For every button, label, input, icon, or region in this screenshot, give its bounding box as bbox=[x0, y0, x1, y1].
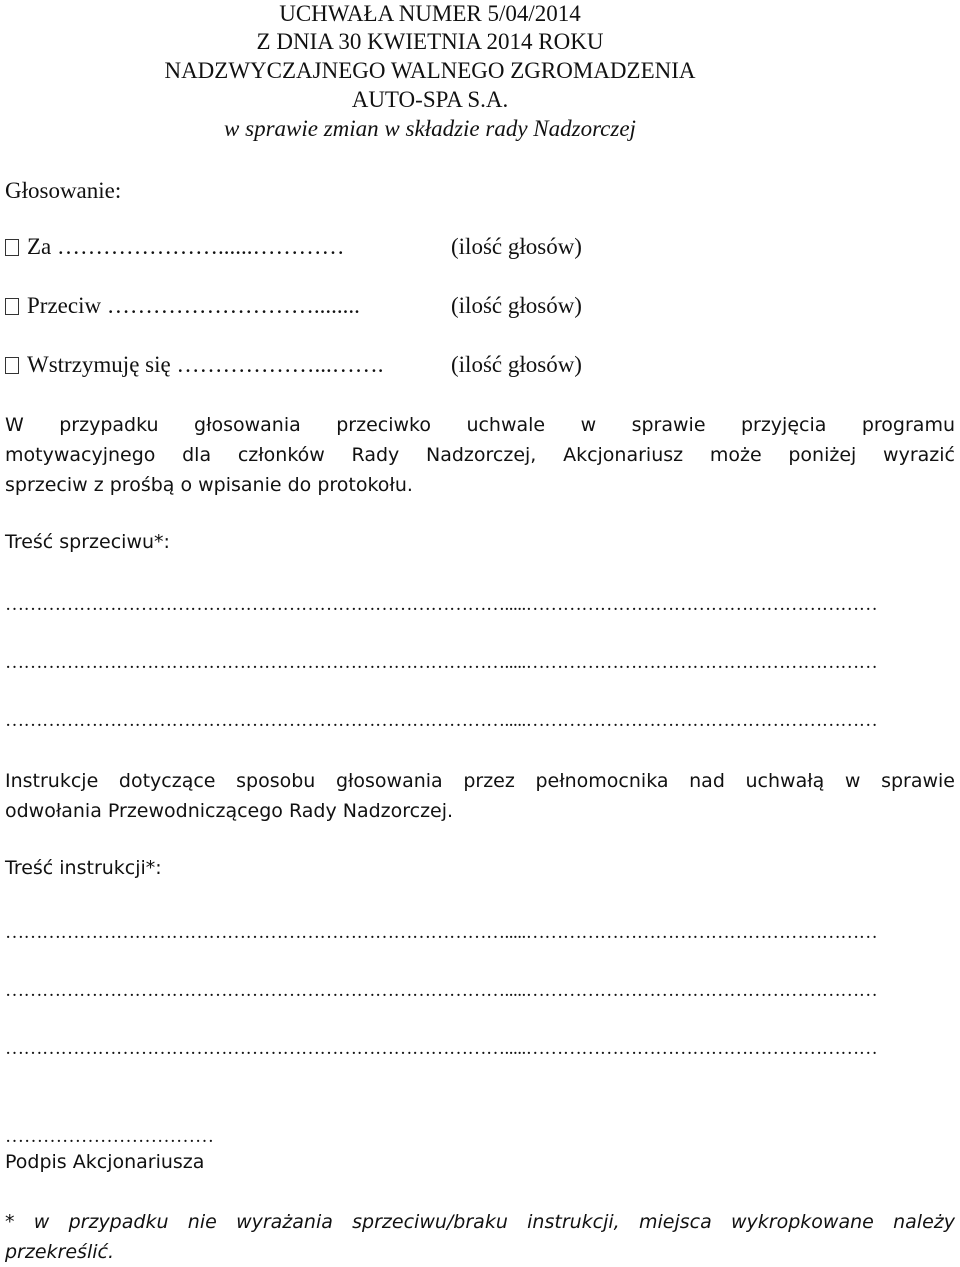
vote-option-against bbox=[5, 293, 360, 319]
vote-count-unit-against: (ilość głosów) bbox=[451, 293, 582, 318]
vote-count-unit-for: (ilość głosów) bbox=[451, 234, 582, 259]
checkbox-abstain[interactable] bbox=[5, 357, 19, 374]
instructions-label: Treść instrukcji*: bbox=[5, 857, 162, 879]
checkbox-against[interactable] bbox=[5, 298, 19, 315]
company-name: AUTO-SPA S.A. bbox=[351, 87, 509, 112]
objection-paragraph-line: sprzeciw z prośbą o wpisanie do protokołu. bbox=[5, 474, 413, 496]
resolution-number: UCHWAŁA NUMER 5/04/2014 bbox=[279, 1, 581, 26]
vote-option-abstain bbox=[5, 352, 383, 378]
instructions-paragraph-line: odwołania Przewodniczącego Rady Nadzorczej. bbox=[5, 800, 454, 822]
voting-label: Głosowanie: bbox=[5, 178, 122, 203]
objection-paragraph-line: W przypadku głosowania przeciwko uchwale w sprawie przyjęcia programu bbox=[5, 414, 955, 436]
footnote-line: * w przypadku nie wyrażania sprzeciwu/braku instrukcji, miejsca wykropkowane należy bbox=[5, 1211, 955, 1233]
objection-blank-line[interactable]: ……………………………………………………………………….....………………………………………………… bbox=[5, 652, 878, 673]
resolution-subject: w sprawie zmian w składzie rady Nadzorczej bbox=[224, 116, 636, 141]
objection-blank-line[interactable]: ……………………………………………………………………….....………………………………………………… bbox=[5, 594, 878, 615]
objection-label: Treść sprzeciwu*: bbox=[5, 531, 170, 553]
meeting-name: NADZWYCZAJNEGO WALNEGO ZGROMADZENIA bbox=[164, 58, 696, 83]
objection-paragraph-line: motywacyjnego dla członków Rady Nadzorczej, Akcjonariusz może poniżej wyrazić bbox=[5, 444, 955, 466]
instructions-blank-line[interactable]: ……………………………………………………………………….....………………………………………………… bbox=[5, 1038, 878, 1059]
instructions-blank-line[interactable]: ……………………………………………………………………….....………………………………………………… bbox=[5, 922, 878, 943]
objection-blank-line[interactable]: ……………………………………………………………………….....………………………………………………… bbox=[5, 710, 878, 731]
vote-option-against-label: Przeciw ………………………........ bbox=[27, 293, 360, 318]
instructions-blank-line[interactable]: ……………………………………………………………………….....………………………………………………… bbox=[5, 980, 878, 1001]
instructions-paragraph bbox=[5, 766, 955, 826]
vote-option-for bbox=[5, 234, 345, 260]
objection-paragraph bbox=[5, 410, 955, 500]
checkbox-for[interactable] bbox=[5, 239, 19, 256]
footnote bbox=[5, 1207, 955, 1267]
vote-option-abstain-label: Wstrzymuję się ………………...……. bbox=[27, 352, 384, 377]
signature-label: Podpis Akcjonariusza bbox=[5, 1151, 205, 1173]
vote-option-for-label: Za …………………......………… bbox=[27, 234, 345, 259]
footnote-line: przekreślić. bbox=[5, 1241, 114, 1263]
vote-count-unit-abstain: (ilość głosów) bbox=[451, 352, 582, 377]
resolution-date: Z DNIA 30 KWIETNIA 2014 ROKU bbox=[256, 29, 604, 54]
signature-line[interactable]: …………………………… bbox=[5, 1126, 214, 1147]
instructions-paragraph-line: Instrukcje dotyczące sposobu głosowania przez pełnomocnika nad uchwałą w sprawie bbox=[5, 770, 955, 792]
